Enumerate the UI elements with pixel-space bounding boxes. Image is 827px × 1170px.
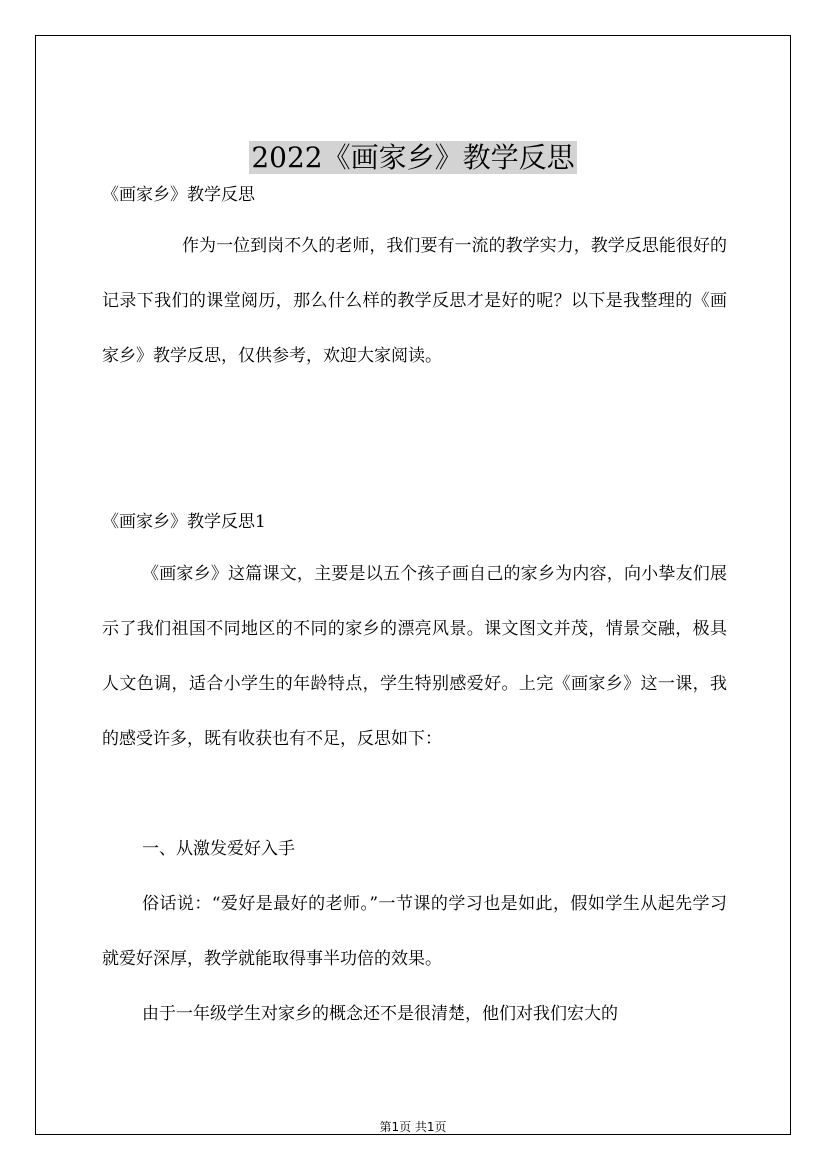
section-paragraph: 由于一年级学生对家乡的概念还不是很清楚，他们对我们宏大的 [142,1004,618,1024]
section-heading: 《画家乡》教学反思1 [102,512,266,532]
document-title [36,138,790,178]
section-paragraph: 俗话说：“爱好是最好的老师。”一节课的学习也是如此，假如学生从起先学习就爱好深厚，教学就能取得事半功倍的效果。 [102,894,727,969]
point-heading: 一、从激发爱好入手 [142,839,295,859]
document-page [35,35,791,1135]
page-footer: 第1页 共1页 [379,1120,447,1134]
section-paragraph: 《画家乡》这篇课文，主要是以五个孩子画自己的家乡为内容，向小挚友们展示了我们祖国不同地区的不同的家乡的漂亮风景。课文图文并茂，情景交融，极具人文色调，适合小学生的年龄特点，学生特别感爱好。上完《画家乡》这一课，我的感受许多，既有收获也有不足，反思如下： [102,564,727,749]
subtitle: 《画家乡》教学反思 [102,185,255,205]
title-text: 2022《画家乡》教学反思 [251,141,575,174]
intro-paragraph: 作为一位到岗不久的老师，我们要有一流的教学实力，教学反思能很好的记录下我们的课堂阅历，那么什么样的教学反思才是好的呢？以下是我整理的《画家乡》教学反思，仅供参考，欢迎大家阅读。 [102,236,727,366]
